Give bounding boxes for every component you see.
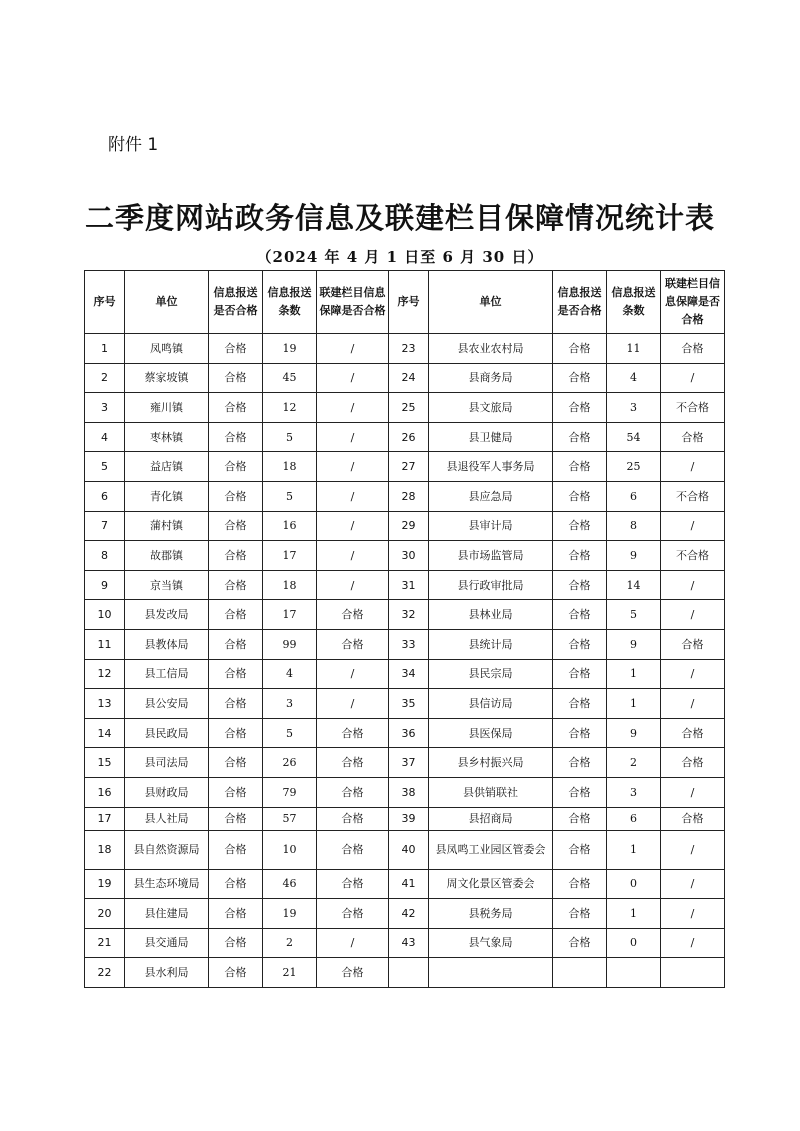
row-column-pass: 合格 xyxy=(661,748,725,778)
row-column-pass: 合格 xyxy=(317,899,389,929)
row-info-pass: 合格 xyxy=(209,481,263,511)
row-info-count: 18 xyxy=(263,452,317,482)
row-info-count: 25 xyxy=(607,452,661,482)
row-index: 1 xyxy=(85,334,125,364)
row-info-pass: 合格 xyxy=(209,334,263,364)
row-info-count: 2 xyxy=(607,748,661,778)
row-info-count: 18 xyxy=(263,570,317,600)
row-info-count: 1 xyxy=(607,830,661,869)
row-index: 43 xyxy=(389,928,429,958)
row-index: 6 xyxy=(85,481,125,511)
row-index: 7 xyxy=(85,511,125,541)
row-info-count: 3 xyxy=(263,689,317,719)
row-index: 35 xyxy=(389,689,429,719)
row-column-pass: / xyxy=(317,452,389,482)
header-index: 序号 xyxy=(389,271,429,334)
row-info-pass: 合格 xyxy=(553,928,607,958)
row-index: 27 xyxy=(389,452,429,482)
table-row xyxy=(85,452,725,482)
row-unit: 县林业局 xyxy=(429,600,553,630)
table-row xyxy=(85,629,725,659)
row-unit: 县发改局 xyxy=(125,600,209,630)
row-unit: 县民宗局 xyxy=(429,659,553,689)
row-column-pass: / xyxy=(661,928,725,958)
row-info-count: 14 xyxy=(607,570,661,600)
row-info-count: 10 xyxy=(263,830,317,869)
row-info-pass: 合格 xyxy=(553,452,607,482)
row-column-pass: / xyxy=(661,511,725,541)
row-column-pass: / xyxy=(661,659,725,689)
row-column-pass: / xyxy=(317,422,389,452)
header-info-pass: 信息报送是否合格 xyxy=(209,271,263,334)
date-range: （2024 年 4 月 1 日至 6 月 30 日） xyxy=(256,248,544,266)
header-unit: 单位 xyxy=(429,271,553,334)
row-unit: 县财政局 xyxy=(125,777,209,807)
row-unit: 县交通局 xyxy=(125,928,209,958)
row-index: 9 xyxy=(85,570,125,600)
row-column-pass: / xyxy=(317,481,389,511)
row-info-pass: 合格 xyxy=(209,629,263,659)
row-column-pass: 合格 xyxy=(317,777,389,807)
row-index: 32 xyxy=(389,600,429,630)
row-info-count: 4 xyxy=(607,363,661,393)
row-index: 4 xyxy=(85,422,125,452)
row-info-count: 3 xyxy=(607,777,661,807)
row-info-pass: 合格 xyxy=(553,511,607,541)
row-index: 24 xyxy=(389,363,429,393)
row-info-count: 11 xyxy=(607,334,661,364)
row-unit: 县卫健局 xyxy=(429,422,553,452)
row-index: 41 xyxy=(389,869,429,899)
table-row xyxy=(85,541,725,571)
row-unit: 京当镇 xyxy=(125,570,209,600)
row-info-pass: 合格 xyxy=(209,422,263,452)
row-info-pass: 合格 xyxy=(209,511,263,541)
table-row xyxy=(85,393,725,423)
row-info-pass: 合格 xyxy=(553,363,607,393)
row-info-count: 1 xyxy=(607,689,661,719)
row-info-pass: 合格 xyxy=(209,600,263,630)
row-index: 15 xyxy=(85,748,125,778)
row-column-pass xyxy=(661,958,725,988)
row-index: 10 xyxy=(85,600,125,630)
row-unit: 县商务局 xyxy=(429,363,553,393)
row-unit: 县司法局 xyxy=(125,748,209,778)
row-info-count: 1 xyxy=(607,659,661,689)
row-column-pass: / xyxy=(661,570,725,600)
row-unit: 县市场监管局 xyxy=(429,541,553,571)
row-info-count: 45 xyxy=(263,363,317,393)
row-index: 17 xyxy=(85,807,125,830)
table-row xyxy=(85,830,725,869)
table-row xyxy=(85,777,725,807)
row-column-pass: 不合格 xyxy=(661,481,725,511)
header-index: 序号 xyxy=(85,271,125,334)
table-body xyxy=(85,334,725,988)
row-info-count: 5 xyxy=(263,422,317,452)
row-index: 23 xyxy=(389,334,429,364)
row-column-pass: 合格 xyxy=(661,807,725,830)
row-info-pass: 合格 xyxy=(209,363,263,393)
row-unit: 周文化景区管委会 xyxy=(429,869,553,899)
row-info-count: 26 xyxy=(263,748,317,778)
row-unit: 县供销联社 xyxy=(429,777,553,807)
row-unit: 县水利局 xyxy=(125,958,209,988)
row-info-count: 5 xyxy=(263,718,317,748)
row-unit: 县税务局 xyxy=(429,899,553,929)
row-info-pass: 合格 xyxy=(553,748,607,778)
row-unit: 县教体局 xyxy=(125,629,209,659)
row-index: 39 xyxy=(389,807,429,830)
row-info-pass: 合格 xyxy=(209,869,263,899)
row-column-pass: 合格 xyxy=(317,748,389,778)
row-column-pass: 合格 xyxy=(661,334,725,364)
document-title: 二季度网站政务信息及联建栏目保障情况统计表 xyxy=(84,201,715,235)
table-row xyxy=(85,481,725,511)
row-info-pass: 合格 xyxy=(209,830,263,869)
row-index: 36 xyxy=(389,718,429,748)
table-row xyxy=(85,600,725,630)
row-column-pass: 合格 xyxy=(661,422,725,452)
row-info-pass: 合格 xyxy=(553,422,607,452)
row-index xyxy=(389,958,429,988)
row-column-pass: / xyxy=(317,570,389,600)
row-column-pass: 合格 xyxy=(661,629,725,659)
row-column-pass: / xyxy=(317,334,389,364)
row-info-pass: 合格 xyxy=(553,777,607,807)
row-info-count: 54 xyxy=(607,422,661,452)
row-info-pass: 合格 xyxy=(209,393,263,423)
row-index: 12 xyxy=(85,659,125,689)
row-info-pass: 合格 xyxy=(209,659,263,689)
row-unit: 蔡家坡镇 xyxy=(125,363,209,393)
row-info-pass: 合格 xyxy=(209,928,263,958)
row-column-pass: / xyxy=(317,541,389,571)
row-column-pass: 不合格 xyxy=(661,393,725,423)
row-index: 13 xyxy=(85,689,125,719)
row-info-pass: 合格 xyxy=(209,777,263,807)
row-column-pass: 合格 xyxy=(317,718,389,748)
row-info-pass: 合格 xyxy=(209,958,263,988)
row-info-count: 57 xyxy=(263,807,317,830)
table-row xyxy=(85,718,725,748)
row-index: 11 xyxy=(85,629,125,659)
row-unit: 县统计局 xyxy=(429,629,553,659)
row-info-pass: 合格 xyxy=(209,570,263,600)
row-unit: 县自然资源局 xyxy=(125,830,209,869)
row-column-pass: 合格 xyxy=(317,830,389,869)
row-info-pass: 合格 xyxy=(553,570,607,600)
table-row xyxy=(85,334,725,364)
row-column-pass: / xyxy=(661,689,725,719)
row-info-count: 2 xyxy=(263,928,317,958)
row-info-count: 12 xyxy=(263,393,317,423)
row-info-pass xyxy=(553,958,607,988)
row-unit: 县招商局 xyxy=(429,807,553,830)
row-index: 8 xyxy=(85,541,125,571)
row-unit: 县乡村振兴局 xyxy=(429,748,553,778)
table-row xyxy=(85,422,725,452)
row-info-count: 8 xyxy=(607,511,661,541)
row-info-pass: 合格 xyxy=(553,718,607,748)
row-info-count: 19 xyxy=(263,334,317,364)
row-column-pass: 合格 xyxy=(317,629,389,659)
row-column-pass: 合格 xyxy=(661,718,725,748)
row-column-pass: 不合格 xyxy=(661,541,725,571)
row-unit: 枣林镇 xyxy=(125,422,209,452)
row-index: 34 xyxy=(389,659,429,689)
row-unit: 县气象局 xyxy=(429,928,553,958)
row-index: 31 xyxy=(389,570,429,600)
row-info-count: 79 xyxy=(263,777,317,807)
row-unit: 县凤鸣工业园区管委会 xyxy=(429,830,553,869)
row-unit: 县信访局 xyxy=(429,689,553,719)
table-row xyxy=(85,958,725,988)
row-info-pass: 合格 xyxy=(209,748,263,778)
row-index: 33 xyxy=(389,629,429,659)
row-column-pass: / xyxy=(317,689,389,719)
row-index: 20 xyxy=(85,899,125,929)
row-index: 26 xyxy=(389,422,429,452)
row-index: 30 xyxy=(389,541,429,571)
row-info-count: 6 xyxy=(607,807,661,830)
row-index: 18 xyxy=(85,830,125,869)
row-info-pass: 合格 xyxy=(553,869,607,899)
row-index: 25 xyxy=(389,393,429,423)
row-info-pass: 合格 xyxy=(553,481,607,511)
row-index: 40 xyxy=(389,830,429,869)
row-column-pass: / xyxy=(317,659,389,689)
row-unit: 青化镇 xyxy=(125,481,209,511)
row-index: 5 xyxy=(85,452,125,482)
row-info-pass: 合格 xyxy=(553,899,607,929)
row-unit: 县文旅局 xyxy=(429,393,553,423)
row-info-count: 0 xyxy=(607,869,661,899)
row-column-pass: / xyxy=(661,899,725,929)
row-column-pass: / xyxy=(317,511,389,541)
row-info-pass: 合格 xyxy=(553,830,607,869)
row-info-pass: 合格 xyxy=(553,600,607,630)
row-column-pass: 合格 xyxy=(317,958,389,988)
row-unit: 县农业农村局 xyxy=(429,334,553,364)
row-info-pass: 合格 xyxy=(209,718,263,748)
table-row xyxy=(85,748,725,778)
row-unit: 县人社局 xyxy=(125,807,209,830)
row-info-pass: 合格 xyxy=(209,689,263,719)
row-unit: 县医保局 xyxy=(429,718,553,748)
row-index: 29 xyxy=(389,511,429,541)
header-info-count: 信息报送条数 xyxy=(263,271,317,334)
table-row xyxy=(85,869,725,899)
row-unit: 县生态环境局 xyxy=(125,869,209,899)
row-index: 38 xyxy=(389,777,429,807)
row-info-count: 6 xyxy=(607,481,661,511)
row-info-pass: 合格 xyxy=(209,452,263,482)
table-row xyxy=(85,570,725,600)
table-header-row xyxy=(85,271,725,334)
row-column-pass: / xyxy=(661,869,725,899)
table-row xyxy=(85,689,725,719)
row-info-count: 19 xyxy=(263,899,317,929)
row-unit: 县退役军人事务局 xyxy=(429,452,553,482)
row-column-pass: / xyxy=(661,777,725,807)
row-info-count: 5 xyxy=(263,481,317,511)
header-unit: 单位 xyxy=(125,271,209,334)
row-info-pass: 合格 xyxy=(553,689,607,719)
row-info-pass: 合格 xyxy=(553,541,607,571)
row-info-pass: 合格 xyxy=(209,541,263,571)
table-row xyxy=(85,899,725,929)
row-info-count: 9 xyxy=(607,629,661,659)
row-info-count: 16 xyxy=(263,511,317,541)
row-index: 3 xyxy=(85,393,125,423)
row-index: 42 xyxy=(389,899,429,929)
row-info-count: 3 xyxy=(607,393,661,423)
attachment-label: 附件 1 xyxy=(108,135,159,155)
row-info-count: 1 xyxy=(607,899,661,929)
row-unit: 县行政审批局 xyxy=(429,570,553,600)
table-row xyxy=(85,363,725,393)
row-unit: 雍川镇 xyxy=(125,393,209,423)
row-info-count: 9 xyxy=(607,541,661,571)
row-info-pass: 合格 xyxy=(553,659,607,689)
row-column-pass: 合格 xyxy=(317,600,389,630)
row-column-pass: / xyxy=(317,928,389,958)
row-info-count: 17 xyxy=(263,541,317,571)
table-row xyxy=(85,928,725,958)
row-info-count: 17 xyxy=(263,600,317,630)
row-column-pass: 合格 xyxy=(317,807,389,830)
row-unit: 凤鸣镇 xyxy=(125,334,209,364)
row-column-pass: / xyxy=(317,363,389,393)
row-info-count: 46 xyxy=(263,869,317,899)
row-index: 2 xyxy=(85,363,125,393)
row-info-pass: 合格 xyxy=(553,807,607,830)
row-index: 16 xyxy=(85,777,125,807)
header-column-pass: 联建栏目信息保障是否合格 xyxy=(661,271,725,334)
row-index: 21 xyxy=(85,928,125,958)
row-info-count: 99 xyxy=(263,629,317,659)
row-info-count xyxy=(607,958,661,988)
row-info-count: 21 xyxy=(263,958,317,988)
row-index: 28 xyxy=(389,481,429,511)
row-index: 37 xyxy=(389,748,429,778)
row-index: 14 xyxy=(85,718,125,748)
row-unit: 县工信局 xyxy=(125,659,209,689)
table-row xyxy=(85,511,725,541)
row-info-count: 4 xyxy=(263,659,317,689)
row-unit: 蒲村镇 xyxy=(125,511,209,541)
row-column-pass: / xyxy=(661,363,725,393)
row-info-pass: 合格 xyxy=(209,899,263,929)
statistics-table xyxy=(84,270,725,988)
table-row xyxy=(85,659,725,689)
row-index: 19 xyxy=(85,869,125,899)
header-info-count: 信息报送条数 xyxy=(607,271,661,334)
table-row xyxy=(85,807,725,830)
row-column-pass: / xyxy=(317,393,389,423)
row-unit: 县审计局 xyxy=(429,511,553,541)
row-info-pass: 合格 xyxy=(553,629,607,659)
row-info-count: 9 xyxy=(607,718,661,748)
row-unit: 县住建局 xyxy=(125,899,209,929)
row-column-pass: 合格 xyxy=(317,869,389,899)
header-info-pass: 信息报送是否合格 xyxy=(553,271,607,334)
row-info-pass: 合格 xyxy=(209,807,263,830)
row-unit: 故郡镇 xyxy=(125,541,209,571)
row-column-pass: / xyxy=(661,600,725,630)
row-index: 22 xyxy=(85,958,125,988)
row-unit xyxy=(429,958,553,988)
header-column-pass: 联建栏目信息保障是否合格 xyxy=(317,271,389,334)
row-unit: 县民政局 xyxy=(125,718,209,748)
row-info-count: 5 xyxy=(607,600,661,630)
row-unit: 县应急局 xyxy=(429,481,553,511)
row-unit: 益店镇 xyxy=(125,452,209,482)
row-info-pass: 合格 xyxy=(553,393,607,423)
row-unit: 县公安局 xyxy=(125,689,209,719)
row-info-pass: 合格 xyxy=(553,334,607,364)
row-info-count: 0 xyxy=(607,928,661,958)
row-column-pass: / xyxy=(661,830,725,869)
row-column-pass: / xyxy=(661,452,725,482)
